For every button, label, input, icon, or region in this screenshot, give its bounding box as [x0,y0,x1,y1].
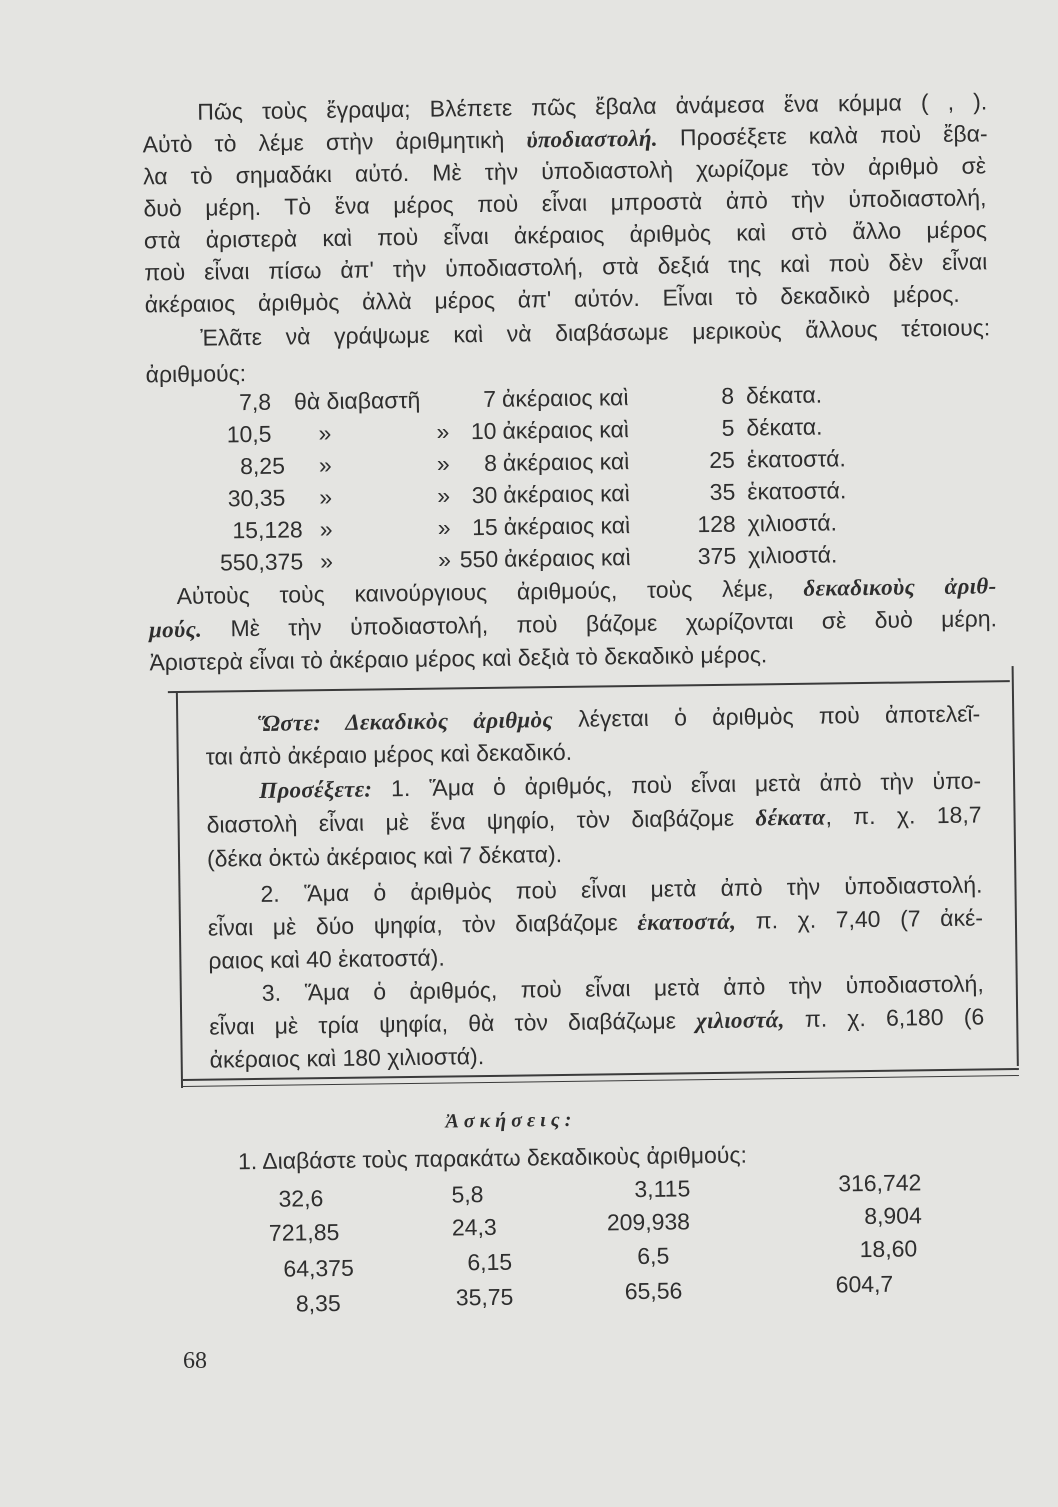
ditto-mark: » [437,514,451,541]
emphasis-term: χιλιοστά, [695,1007,785,1034]
exercise-number: 64,375 [283,1254,354,1282]
example-decimal: 5 [721,414,735,441]
box-right-border [1012,666,1019,1066]
rule-line [208,902,983,942]
emphasis-term: ἑκατοστά, [637,908,737,936]
text: ποὺ εἶναι πίσω ἀπ' τὴν ὑποδιαστολή, στὰ δεξιά της καὶ ποὺ δὲν εἶναι [144,248,988,286]
example-integer: 15 [471,513,498,541]
example-number: 30,35 [227,484,286,512]
exercise-number: 65,56 [624,1277,683,1305]
example-decimal: 375 [697,542,737,570]
text: (δέκα ὀκτὼ ἀκέραιος καὶ 7 δέκατα). [206,840,563,872]
example-unit: χιλιοστά. [747,541,838,569]
text: 3. Ἅμα ὁ ἀριθμός, ποὺ εἶναι μετὰ ἀπὸ τὴν ὑποδιαστολή, [261,970,984,1006]
reads-label: θὰ διαβαστῆ [293,386,421,415]
example-integer: 10 [470,417,497,445]
text: Ἀριστερὰ εἶναι τὸ ἀκέραιο μέρος καὶ δεξιὰ τὸ δεκαδικὸ μέρος. [149,641,768,676]
rule-line [206,737,573,772]
box-top-border [168,680,1010,693]
example-decimal: 128 [697,510,736,538]
exercise-number: 5,8 [451,1181,484,1208]
ditto-mark: » [319,547,334,575]
example-unit: χιλιοστά. [747,509,838,537]
text: στὰ ἀριστερὰ καὶ ποὺ εἶναι ἀκέραιος ἀριθμὸς καὶ στὸ ἄλλο μέρος [143,216,988,254]
box-left-border [176,693,183,1088]
example-number: 8,25 [239,452,286,480]
example-unit: ἑκατοστά. [747,477,847,505]
text: , π. χ. 18,7 [825,801,982,830]
example-connector: ἀκέραιος καὶ [501,384,629,412]
rule-line [209,1001,984,1041]
exercise-number: 8,904 [864,1202,922,1230]
rule-line [259,765,981,804]
emphasis-term: μούς. [148,616,203,643]
text: διαστολὴ εἶναι μὲ ἕνα ψηφίο, τὸν διαβάζομε [206,804,756,838]
exercises-heading: Ἀσκήσεις: [445,1108,577,1133]
exercise-number: 6,5 [637,1242,670,1270]
example-connector: ἀκέραιος καὶ [503,544,631,572]
exercise-number: 721,85 [268,1218,340,1246]
exercise-number: 604,7 [835,1270,894,1298]
text: Μὲ τὴν ὑποδιαστολή, ποὺ βάζομε χωρίζονται σὲ δυὸ μέρη. [201,605,998,642]
example-decimal: 8 [721,382,735,409]
exercise-number: 3,115 [634,1175,691,1203]
exercise-number: 8,35 [295,1289,341,1317]
example-integer: 550 [459,545,499,573]
text: ἀκέραιος ἀριθμὸς ἀλλὰ μέρος ἀπ' αὐτόν. Εἶναι τὸ δεκαδικὸ μέρος. [144,280,960,318]
text: ται ἀπὸ ἀκέραιο μέρος καὶ δεκαδικό. [205,738,573,770]
text: π. χ. 6,180 (6 [784,1003,985,1033]
example-number: 10,5 [226,420,272,448]
emphasis-term: ὑποδιαστολή. [526,125,658,153]
ditto-mark: » [319,483,333,511]
page-number: 68 [183,1348,207,1374]
text: ἀριθμούς: [145,360,247,388]
summary-line [149,639,767,677]
text: ραιος καὶ 40 ἑκατοστά). [208,944,445,974]
text: λα τὸ σημαδάκι αὐτό. Μὲ τὴν ὑποδιαστολὴ χωρίζομε τὸν ἀριθμὸ σὲ [142,152,987,190]
exercise-number: 18,60 [859,1235,918,1263]
text: 1. Ἅμα ὁ ἀριθμός, ποὺ εἶναι μετὰ ἀπὸ τὴν ὑπο- [372,767,982,802]
emphasis-term: Ὥστε: Δεκαδικὸς ἀριθμὸς [258,707,554,736]
exercise-instruction: 1. Διαβάστε τοὺς παρακάτω δεκαδικοὺς ἀριθμούς: [237,1141,748,1175]
ditto-mark: » [437,482,451,509]
example-decimal: 35 [709,478,736,506]
example-connector: ἀκέραιος καὶ [503,512,631,540]
text: Πῶς τοὺς ἔγραψα; Βλέπετε πῶς ἔβαλα ἀνάμεσα ἕνα κόμμα ( , ). [197,88,988,125]
rule-line [206,799,981,839]
text: π. χ. 7,40 (7 ἀκέ- [736,904,984,934]
example-number: 550,375 [219,548,304,576]
intro-line [200,312,990,352]
example-integer: 30 [471,481,498,509]
text: εἶναι μὲ δύο ψηφία, τὸν διαβάζομε [207,909,638,941]
example-integer: 7 [483,385,497,412]
text: εἶναι μὲ τρία ψηφία, θὰ τὸν διαβάζωμε [209,1007,697,1040]
example-unit: ἑκατοστά. [746,445,846,473]
emphasis-term: δεκαδικοὺς ἀριθ- [803,573,997,601]
example-number: 15,128 [232,516,303,544]
text: δυὸ μέρη. Τὸ ἕνα μέρος ποὺ εἶναι μπροστὰ ἀπὸ τὴν ὑποδιαστολή, [143,184,987,222]
text: Ἐλᾶτε νὰ γράψωμε καὶ νὰ διαβάσωμε μερικοὺς ἄλλους τέτοιους: [200,314,991,351]
rule-line [258,699,980,738]
ditto-mark: » [436,450,450,477]
ditto-mark: » [437,546,452,573]
exercise-number: 6,15 [467,1248,513,1276]
text: Αὐτοὺς τοὺς καινούργιους ἀριθμούς, τοὺς λέμε, [176,574,804,610]
example-integer: 8 [483,449,498,476]
text: Προσέξετε καλὰ ποὺ ἔβα- [657,120,988,151]
exercise-number: 316,742 [838,1169,922,1197]
example-number: 7,8 [238,388,272,416]
intro-line [146,358,247,389]
rule-line [209,1041,484,1075]
exercise-number: 35,75 [455,1283,514,1311]
exercise-number: 32,6 [278,1185,324,1212]
text: ἀκέραιος καὶ 180 χιλιοστά). [209,1043,485,1073]
text: λέγεται ὁ ἀριθμὸς ποὺ ἀποτελεῖ- [552,700,981,733]
ditto-mark: » [319,515,333,543]
example-unit: δέκατα. [746,413,823,441]
ditto-mark: » [318,419,332,447]
example-decimal: 25 [709,446,736,474]
emphasis-term: Προσέξετε: [258,776,373,803]
example-connector: ἀκέραιος καὶ [502,448,630,476]
text: 2. Ἅμα ὁ ἀριθμὸς ποὺ εἶναι μετὰ ἀπὸ τὴν ὑποδιαστολή. [260,871,983,907]
rule-line [207,839,562,874]
ditto-mark: » [318,451,332,479]
example-connector: ἀκέραιος καὶ [503,480,630,508]
example-unit: δέκατα. [745,381,823,409]
emphasis-term: δέκατα [755,804,826,831]
example-connector: ἀκέραιος καὶ [502,416,630,444]
exercise-number: 209,938 [606,1208,691,1236]
ditto-mark: » [436,418,450,445]
text: Αὐτὸ τὸ λέμε στὴν ἀριθμητικὴ [142,126,527,158]
rule-line [208,943,445,976]
exercise-number: 24,3 [451,1213,497,1241]
